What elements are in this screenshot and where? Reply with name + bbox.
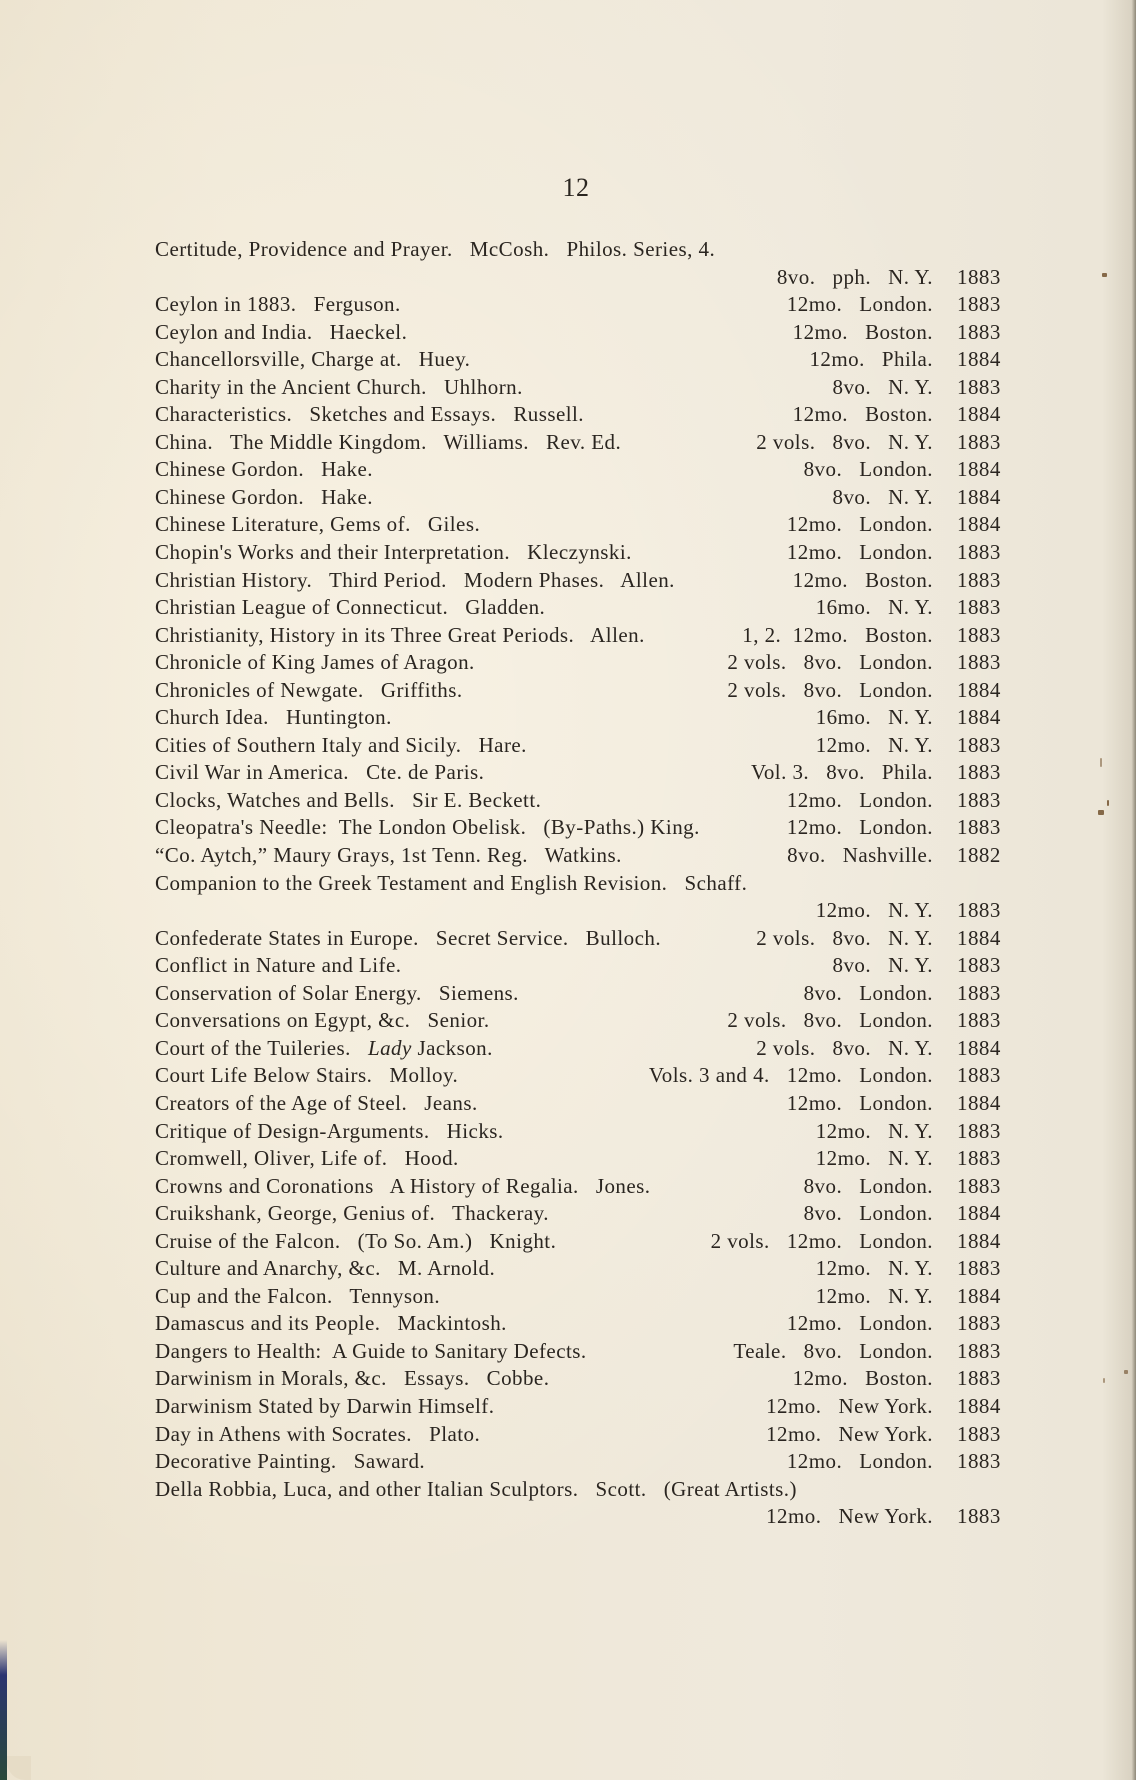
entry-year: 1883 <box>957 319 1001 344</box>
catalogue-entry <box>155 1476 1002 1504</box>
catalogue-entry <box>155 925 1002 953</box>
catalogue-entry <box>155 291 1002 319</box>
entry-format-place <box>923 1476 933 1504</box>
entry-format-place: 1, 2. 12mo. Boston. <box>742 622 933 647</box>
ink-speck <box>1103 1378 1105 1383</box>
entry-format-place: Teale. 8vo. London. <box>733 1338 933 1363</box>
entry-year: 1884 <box>957 1228 1001 1253</box>
entry-title: Ceylon and India. Haeckel. <box>155 319 408 344</box>
entry-year: 1884 <box>957 484 1001 509</box>
catalogue-entry <box>155 1310 1002 1338</box>
entry-year: 1883 <box>957 787 1001 812</box>
entry-title: Culture and Anarchy, &c. M. Arnold. <box>155 1256 496 1281</box>
entry-format-place: 8vo. London. <box>803 1173 933 1198</box>
entry-format-place: 12mo. New York. <box>766 1504 933 1529</box>
entry-title: Crowns and Coronations A History of Regalia. Jones. <box>155 1173 651 1198</box>
entry-format-place: 8vo. N. Y. <box>832 953 933 978</box>
entry-title: Chinese Gordon. Hake. <box>155 457 373 482</box>
entry-title: China. The Middle Kingdom. Williams. Rev. Ed. <box>155 429 622 454</box>
entry-year: 1884 <box>957 457 1001 482</box>
entry-year: 1883 <box>957 1338 1001 1363</box>
entry-year: 1883 <box>957 292 1001 317</box>
entry-title: Chancellorsville, Charge at. Huey. <box>155 347 471 372</box>
entry-format-place: 12mo. London. <box>786 1311 933 1336</box>
entry-year: 1883 <box>957 1118 1001 1143</box>
entry-title: Companion to the Greek Testament and English Revision. Schaff. <box>155 870 748 895</box>
entry-title: Chinese Gordon. Hake. <box>155 484 373 509</box>
entry-year: 1883 <box>957 595 1001 620</box>
entry-year: 1884 <box>957 677 1001 702</box>
entry-format-place: 8vo. pph. N. Y. <box>776 264 933 289</box>
catalogue-entry <box>155 1035 1002 1063</box>
catalogue-entry <box>155 1062 1002 1090</box>
entry-title: Court Life Below Stairs. Molloy. <box>155 1063 459 1088</box>
entry-title: Damascus and its People. Mackintosh. <box>155 1311 507 1336</box>
entry-format-place: 12mo. London. <box>786 815 933 840</box>
catalogue-entry <box>155 814 1002 842</box>
catalogue-entry <box>155 870 1002 898</box>
entry-format-place <box>923 236 933 264</box>
entry-format-place: 8vo. Nashville. <box>787 843 933 868</box>
catalogue-entry <box>155 594 1002 622</box>
ink-speck <box>1107 800 1109 806</box>
entry-title: Civil War in America. Cte. de Paris. <box>155 760 485 785</box>
entry-year <box>957 1476 1002 1504</box>
catalogue-entry <box>155 1393 1002 1421</box>
entry-format-place: 8vo. London. <box>803 457 933 482</box>
entry-year: 1883 <box>957 1008 1001 1033</box>
entry-format-place: 12mo. N. Y. <box>815 1283 933 1308</box>
entry-format-place: 2 vols. 8vo. N. Y. <box>756 925 933 950</box>
entry-title-part: Court of the Tuileries. <box>155 1035 368 1060</box>
entry-year: 1884 <box>957 512 1001 537</box>
entry-format-place: 12mo. N. Y. <box>815 732 933 757</box>
entry-format-place: 12mo. Boston. <box>792 402 933 427</box>
entry-title: Chinese Literature, Gems of. Giles. <box>155 512 481 537</box>
entry-year: 1883 <box>957 622 1001 647</box>
entry-year: 1883 <box>957 815 1001 840</box>
entry-year: 1884 <box>957 402 1001 427</box>
entry-title: Clocks, Watches and Bells. Sir E. Beckett. <box>155 787 542 812</box>
entry-year: 1884 <box>957 347 1001 372</box>
catalogue-entry <box>155 236 1002 264</box>
catalogue-entry <box>155 759 1002 787</box>
catalogue-entry <box>155 511 1002 539</box>
catalogue-entry <box>155 1200 1002 1228</box>
binding-edge <box>0 1640 7 1780</box>
entry-year: 1884 <box>957 925 1001 950</box>
catalogue-entry <box>155 1338 1002 1366</box>
entry-year: 1883 <box>957 1256 1001 1281</box>
entry-format-place: 12mo. Boston. <box>792 1366 933 1391</box>
entry-title: Christian League of Connecticut. Gladden. <box>155 595 546 620</box>
entry-year: 1884 <box>957 1283 1001 1308</box>
catalogue-entry <box>155 732 1002 760</box>
entry-format-place: 12mo. Boston. <box>792 567 933 592</box>
catalogue-entry <box>155 567 1002 595</box>
catalogue-entry <box>155 484 1002 512</box>
catalogue-entry <box>155 319 1002 347</box>
catalogue-entry <box>155 897 1002 925</box>
ink-speck <box>1100 758 1102 767</box>
entry-format-place: 16mo. N. Y. <box>815 705 933 730</box>
entry-format-place: 2 vols. 8vo. London. <box>727 650 933 675</box>
entry-title: Christian History. Third Period. Modern Phases. Allen. <box>155 567 675 592</box>
catalogue-entry <box>155 539 1002 567</box>
entry-year: 1883 <box>957 1146 1001 1171</box>
catalogue-entry <box>155 401 1002 429</box>
entry-year: 1883 <box>957 374 1001 399</box>
entry-title: Cruikshank, George, Genius of. Thackeray. <box>155 1201 549 1226</box>
entry-title: Characteristics. Sketches and Essays. Russell. <box>155 402 585 427</box>
entry-year: 1883 <box>957 1504 1001 1529</box>
entry-title: Della Robbia, Luca, and other Italian Sculptors. Scott. (Great Artists.) <box>155 1476 797 1501</box>
catalogue-entry <box>155 704 1002 732</box>
catalogue-entry <box>155 1255 1002 1283</box>
catalogue-entry <box>155 649 1002 677</box>
page-corner <box>7 1756 31 1780</box>
entry-title: Certitude, Providence and Prayer. McCosh. Philos. Series, 4. <box>155 237 716 261</box>
entry-format-place: 12mo. London. <box>786 1090 933 1115</box>
entry-year: 1882 <box>957 843 1001 868</box>
entry-format-place: 12mo. N. Y. <box>815 1256 933 1281</box>
entry-title-italic: Lady <box>367 1035 412 1060</box>
entry-format-place: 8vo. N. Y. <box>832 484 933 509</box>
catalogue-entry <box>155 1365 1002 1393</box>
entry-title: Decorative Painting. Saward. <box>155 1449 426 1474</box>
entry-title: Dangers to Health: A Guide to Sanitary Defects. <box>155 1338 587 1363</box>
catalogue-entry <box>155 1448 1002 1476</box>
entry-year: 1884 <box>957 1393 1001 1418</box>
entry-year: 1883 <box>957 1421 1001 1446</box>
entry-year: 1883 <box>957 1366 1001 1391</box>
entry-year: 1883 <box>957 953 1001 978</box>
entry-format-place: 16mo. N. Y. <box>815 595 933 620</box>
catalogue-entry <box>155 1173 1002 1201</box>
catalogue-entry <box>155 456 1002 484</box>
entry-year: 1883 <box>957 1063 1001 1088</box>
entry-format-place: 12mo. Phila. <box>809 347 933 372</box>
catalogue-entry <box>155 980 1002 1008</box>
catalogue-entry <box>155 1090 1002 1118</box>
entry-year <box>957 870 1002 898</box>
entry-title: Chronicles of Newgate. Griffiths. <box>155 677 463 702</box>
entry-title: Cities of Southern Italy and Sicily. Hare. <box>155 732 527 757</box>
entry-year: 1884 <box>957 1035 1001 1060</box>
catalogue-entry <box>155 842 1002 870</box>
catalogue-list <box>155 236 1002 1531</box>
entry-title-part: Jackson. <box>411 1035 493 1060</box>
entry-title: Chronicle of King James of Aragon. <box>155 650 475 675</box>
catalogue-entry <box>155 1145 1002 1173</box>
catalogue-entry <box>155 264 1002 292</box>
entry-year: 1884 <box>957 705 1001 730</box>
entry-title <box>155 264 767 292</box>
ink-speck <box>1124 1370 1128 1374</box>
entry-title: Ceylon in 1883. Ferguson. <box>155 292 401 317</box>
catalogue-entry <box>155 1228 1002 1256</box>
entry-format-place: Vol. 3. 8vo. Phila. <box>750 760 933 785</box>
entry-year: 1883 <box>957 1173 1001 1198</box>
entry-year: 1884 <box>957 1090 1001 1115</box>
entry-title: Conflict in Nature and Life. <box>155 953 402 978</box>
entry-format-place: 12mo. London. <box>786 512 933 537</box>
entry-format-place: 2 vols. 8vo. N. Y. <box>756 1035 933 1060</box>
entry-format-place: 12mo. Boston. <box>792 319 933 344</box>
entry-title: Darwinism Stated by Darwin Himself. <box>155 1393 495 1418</box>
entry-format-place: Vols. 3 and 4. 12mo. London. <box>648 1063 933 1088</box>
catalogue-entry <box>155 622 1002 650</box>
entry-title: Creators of the Age of Steel. Jeans. <box>155 1090 478 1115</box>
catalogue-entry <box>155 1007 1002 1035</box>
entry-format-place: 12mo. N. Y. <box>815 898 933 923</box>
entry-year: 1883 <box>957 567 1001 592</box>
entry-format-place: 2 vols. 8vo. London. <box>727 677 933 702</box>
ink-speck <box>1102 273 1107 277</box>
page-number: 12 <box>562 173 590 202</box>
entry-format-place: 2 vols. 12mo. London. <box>710 1228 933 1253</box>
entry-format-place: 12mo. London. <box>786 787 933 812</box>
entry-format-place: 2 vols. 8vo. London. <box>727 1008 933 1033</box>
entry-year: 1883 <box>957 1449 1001 1474</box>
entry-year: 1883 <box>957 760 1001 785</box>
entry-format-place: 8vo. N. Y. <box>832 374 933 399</box>
entry-title: Critique of Design-Arguments. Hicks. <box>155 1118 504 1143</box>
catalogue-entry <box>155 787 1002 815</box>
entry-title: Conversations on Egypt, &c. Senior. <box>155 1008 490 1033</box>
entry-format-place <box>923 870 933 898</box>
entry-title: “Co. Aytch,” Maury Grays, 1st Tenn. Reg. Watkins. <box>155 843 622 868</box>
entry-title: Cromwell, Oliver, Life of. Hood. <box>155 1146 459 1171</box>
entry-title: Day in Athens with Socrates. Plato. <box>155 1421 481 1446</box>
catalogue-entry <box>155 1283 1002 1311</box>
catalogue-entry <box>155 1421 1002 1449</box>
entry-format-place: 12mo. London. <box>786 1449 933 1474</box>
entry-format-place: 12mo. London. <box>786 540 933 565</box>
entry-year: 1883 <box>957 650 1001 675</box>
entry-title: Cruise of the Falcon. (To So. Am.) Knight. <box>155 1228 557 1253</box>
entry-title: Church Idea. Huntington. <box>155 705 392 730</box>
entry-year: 1883 <box>957 1311 1001 1336</box>
entry-format-place: 12mo. N. Y. <box>815 1118 933 1143</box>
entry-year: 1883 <box>957 429 1001 454</box>
entry-title <box>155 1035 746 1063</box>
catalogue-entry <box>155 952 1002 980</box>
ink-speck <box>1098 810 1104 815</box>
entry-title <box>155 1503 756 1531</box>
entry-title <box>155 897 806 925</box>
catalogue-entry <box>155 1503 1002 1531</box>
entry-title: Cup and the Falcon. Tennyson. <box>155 1283 441 1308</box>
entry-title: Confederate States in Europe. Secret Service. Bulloch. <box>155 925 662 950</box>
entry-title: Charity in the Ancient Church. Uhlhorn. <box>155 374 523 399</box>
entry-format-place: 8vo. London. <box>803 1201 933 1226</box>
entry-year: 1883 <box>957 898 1001 923</box>
entry-title: Cleopatra's Needle: The London Obelisk. (By-Paths.) King. <box>155 815 700 840</box>
entry-year <box>957 236 1002 264</box>
entry-format-place: 12mo. London. <box>786 292 933 317</box>
entry-format-place: 12mo. New York. <box>766 1393 933 1418</box>
entry-title: Conservation of Solar Energy. Siemens. <box>155 980 519 1005</box>
entry-title: Darwinism in Morals, &c. Essays. Cobbe. <box>155 1366 550 1391</box>
catalogue-entry <box>155 429 1002 457</box>
entry-year: 1883 <box>957 264 1001 289</box>
catalogue-entry <box>155 1118 1002 1146</box>
catalogue-entry <box>155 677 1002 705</box>
catalogue-entry <box>155 346 1002 374</box>
entry-year: 1883 <box>957 980 1001 1005</box>
entry-title: Christianity, History in its Three Great Periods. Allen. <box>155 622 645 647</box>
entry-format-place: 8vo. London. <box>803 980 933 1005</box>
entry-format-place: 12mo. N. Y. <box>815 1146 933 1171</box>
entry-format-place: 12mo. New York. <box>766 1421 933 1446</box>
entry-year: 1883 <box>957 732 1001 757</box>
entry-format-place: 2 vols. 8vo. N. Y. <box>756 429 933 454</box>
entry-year: 1884 <box>957 1201 1001 1226</box>
entry-title: Chopin's Works and their Interpretation. Kleczynski. <box>155 540 632 565</box>
catalogue-entry <box>155 374 1002 402</box>
entry-year: 1883 <box>957 540 1001 565</box>
